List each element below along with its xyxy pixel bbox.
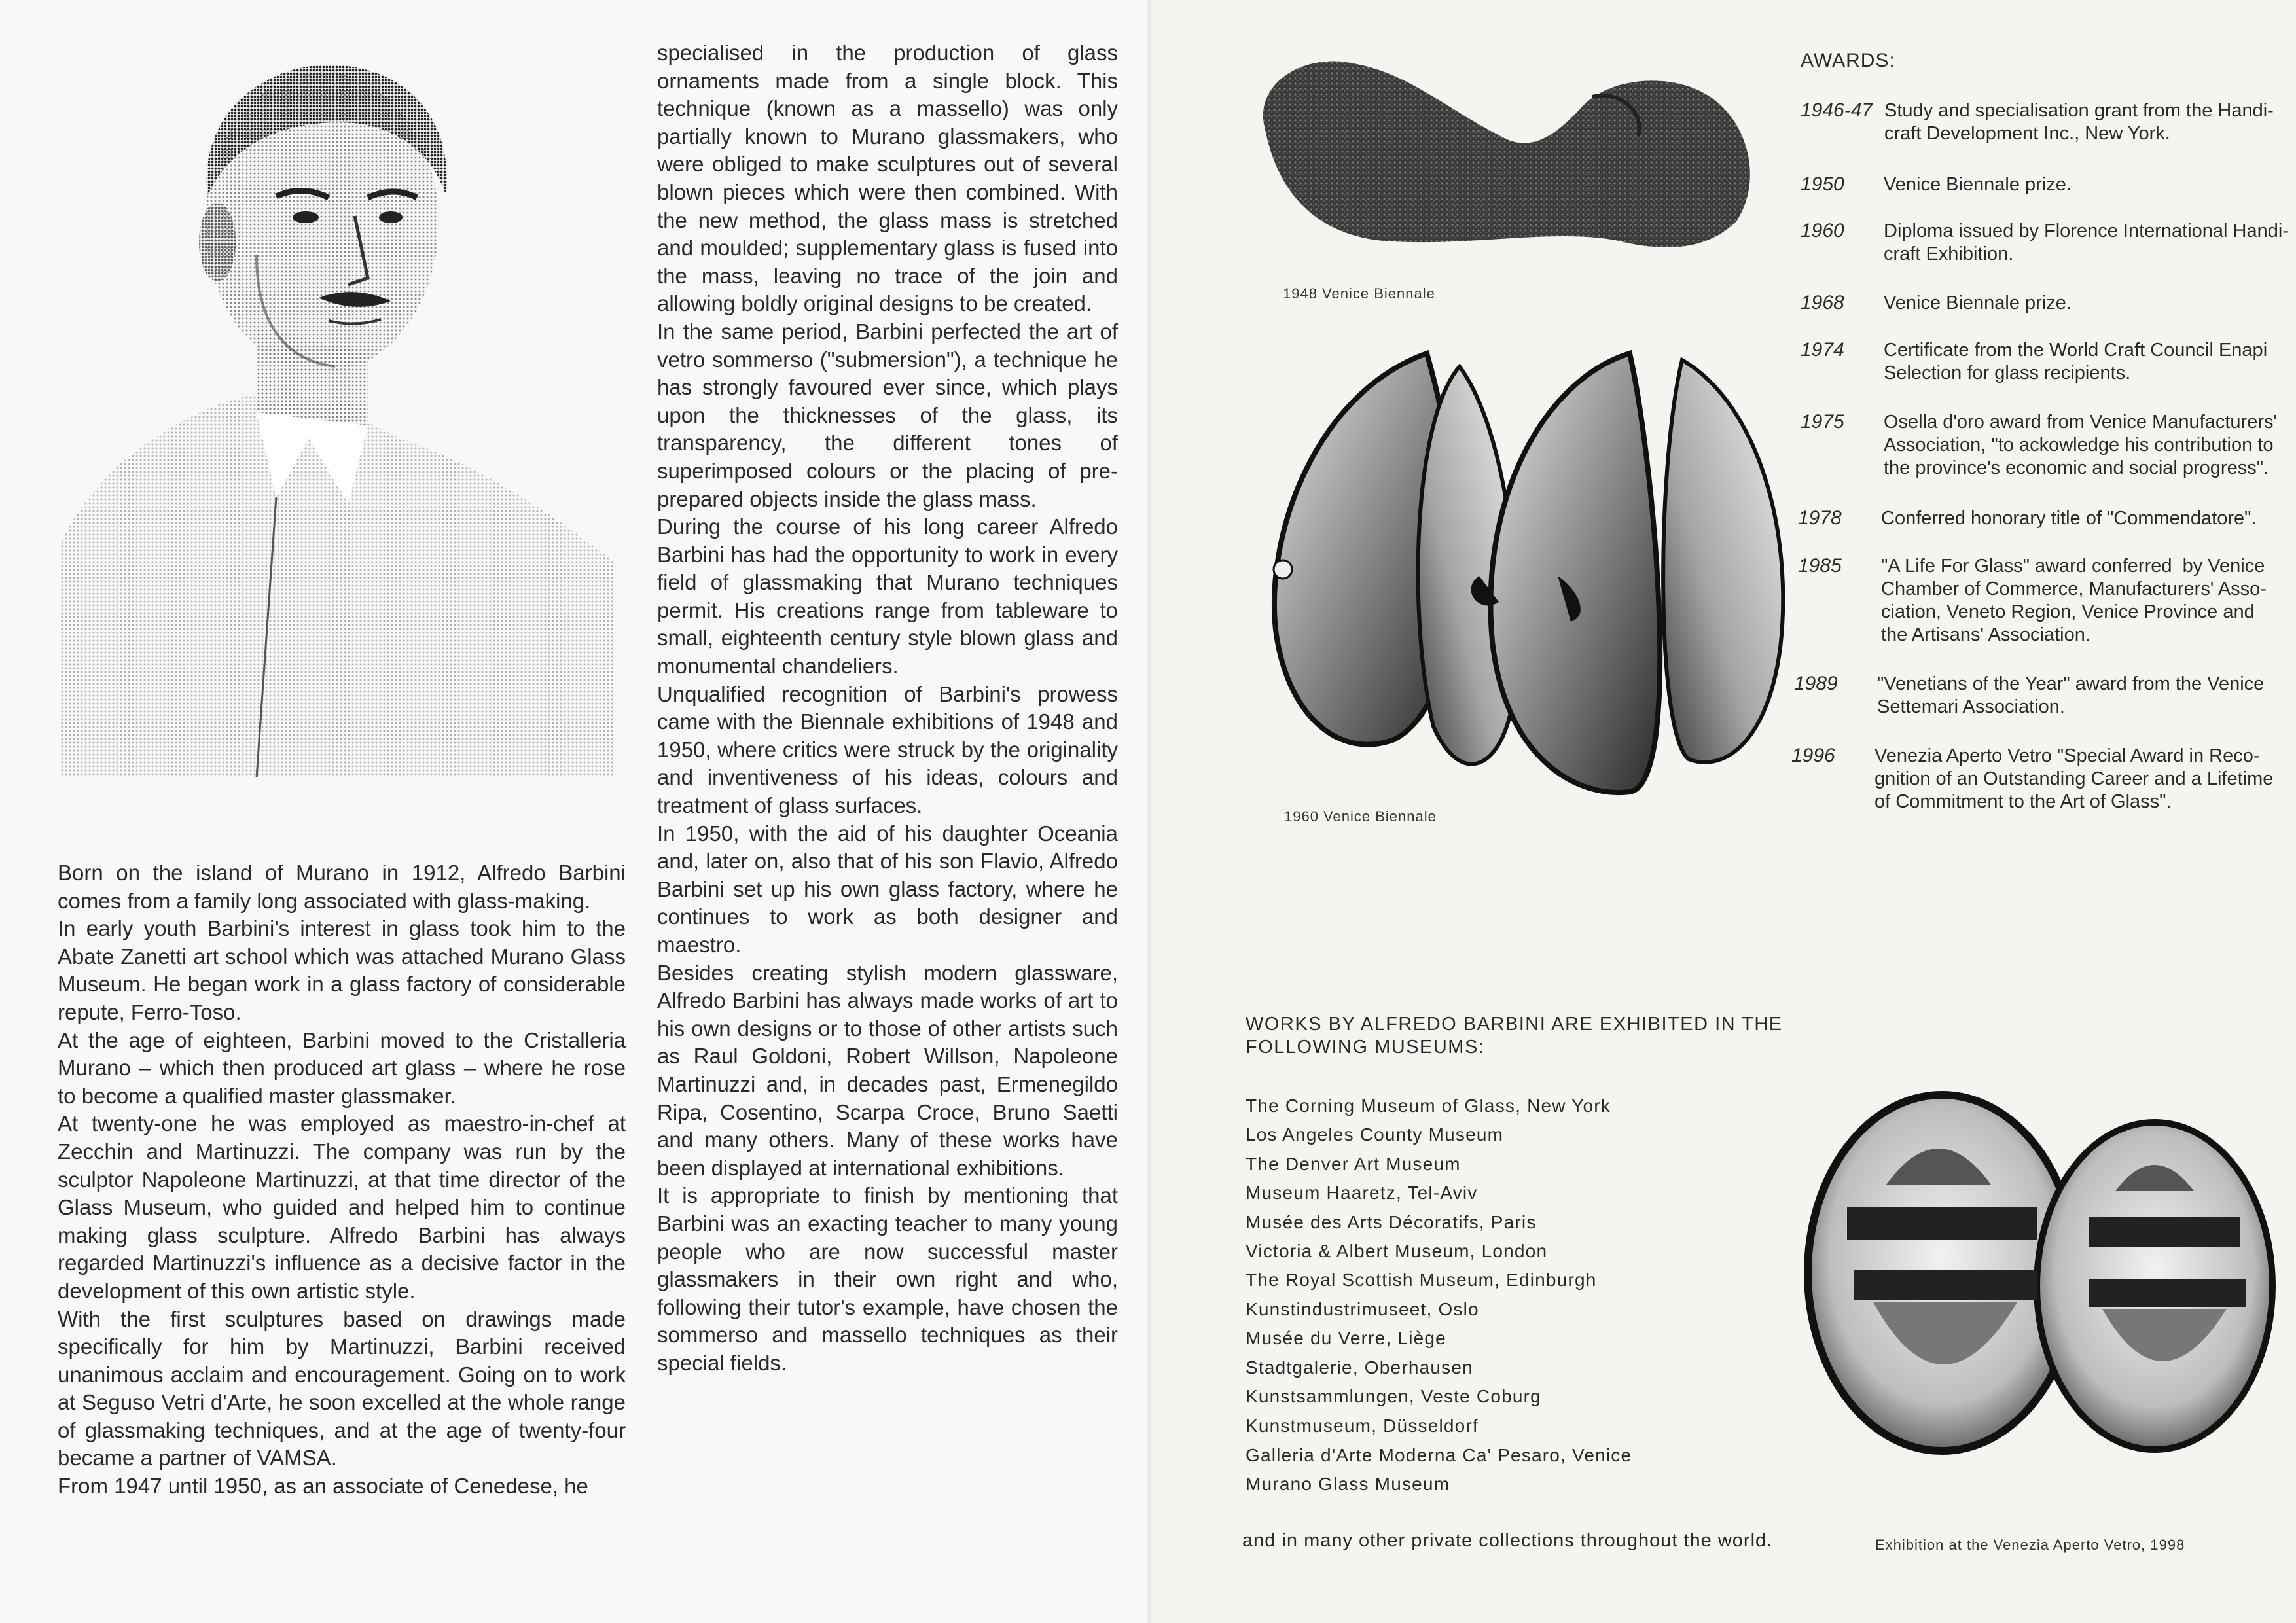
- bio-paragraph: At the age of eighteen, Barbini moved to the Cristalleria Murano – which then produced art glass – where he rose to become a qualified master glassmaker.: [58, 1027, 626, 1108]
- museum-item: The Royal Scottish Museum, Edinburgh: [1246, 1270, 1597, 1290]
- award-text: Study and specialisation grant from the Handi- craft Development Inc., New York.: [1884, 100, 2274, 144]
- caption-1960: 1960 Venice Biennale: [1284, 808, 1437, 825]
- museum-item: Los Angeles County Museum: [1246, 1124, 1504, 1145]
- award-text: Conferred honorary title of "Commendatore".: [1881, 508, 2257, 529]
- bio-column-1: [58, 859, 626, 1501]
- sculpture-1998-image: [1801, 1086, 2287, 1479]
- bio-paragraph: Unqualified recognition of Barbini's prowess came with the Biennale exhibitions of 1948 and 1950, where critics were struck by the originality and inventiveness of his ideas, colours and treatment of glass surfaces.: [657, 681, 1118, 818]
- museum-item: Musée du Verre, Liège: [1246, 1328, 1446, 1348]
- award-text: Diploma issued by Florence International Handi- craft Exhibition.: [1884, 221, 2289, 264]
- award-year: 1946-47: [1801, 99, 1873, 121]
- award-year: 1968: [1801, 292, 1844, 313]
- bio-paragraph: In early youth Barbini's interest in glass took him to the Abate Zanetti art school which was attached Murano Glass Museum. He began work in a glass factory of considerable repute, Ferro-Toso.: [58, 916, 626, 1024]
- bio-paragraph: Born on the island of Murano in 1912, Alfredo Barbini comes from a family long associated with glass-making.: [58, 861, 626, 913]
- award-year: 1978: [1798, 507, 1842, 529]
- museum-item: The Denver Art Museum: [1246, 1154, 1461, 1174]
- museum-item: Galleria d'Arte Moderna Ca' Pesaro, Venice: [1246, 1445, 1632, 1465]
- award-year: 1975: [1801, 411, 1844, 433]
- bio-paragraph: During the course of his long career Alfredo Barbini has had the opportunity to work in every field of glassmaking that Murano techniques permit. His creations range from tableware to small, eighteenth century style blown glass and monumental chandeliers.: [657, 514, 1118, 679]
- museum-item: Stadtgalerie, Oberhausen: [1246, 1357, 1473, 1378]
- bio-column-2: [657, 39, 1118, 1378]
- bio-paragraph: Besides creating stylish modern glassware, Alfredo Barbini has always made works of art to his own designs or to those of other artists such as Raul Goldoni, Robert Willson, Napoleone Martinuzzi and, in decades past, Ermenegildo Ripa, Cosentino, Scarpa Croce, Bruno Saetti and many others. Many of these works have been displayed at international exhibitions.: [657, 960, 1118, 1180]
- award-text: Certificate from the World Craft Council Enapi Selection for glass recipients.: [1884, 340, 2268, 383]
- award-text: Venezia Aperto Vetro "Special Award in Reco- gnition of an Outstanding Career and a Lifetime of Commitment to the Art of Glass".: [1874, 745, 2274, 812]
- museum-item: Kunstindustrimuseet, Oslo: [1246, 1299, 1479, 1319]
- page-fold: [1147, 0, 1151, 1623]
- museums-footer: and in many other private collections throughout the world.: [1242, 1530, 1773, 1551]
- portrait-photo: [60, 46, 615, 777]
- bio-paragraph: With the first sculptures based on drawings made specifically for him by Martinuzzi, Barbini received unanimous acclaim and encouragement. Going on to work at Seguso Vetri d'Arte, he soon excelled at the whole range of glassmaking techniques, and at the age of twenty-four became a partner of VAMSA.: [58, 1306, 626, 1471]
- award-year: 1960: [1801, 220, 1844, 241]
- award-year: 1950: [1801, 173, 1844, 195]
- sculpture-1948-image: [1252, 51, 1763, 267]
- caption-1998: Exhibition at the Venezia Aperto Vetro, 1998: [1875, 1537, 2185, 1553]
- award-text: "A Life For Glass" award conferred by Venice Chamber of Commerce, Manufacturers' Asso- ciation, Veneto Region, Venice Province and the Artisans' Association.: [1881, 556, 2267, 645]
- bio-paragraph: From 1947 until 1950, as an associate of Cenedese, he: [58, 1474, 588, 1499]
- award-text: Venice Biennale prize.: [1884, 293, 2072, 313]
- award-year: 1974: [1801, 339, 1844, 361]
- bio-paragraph: In the same period, Barbini perfected the art of vetro sommerso ("submersion"), a technique he has strongly favoured ever since, which plays upon the thicknesses of the glass, its transparency, the different tones of superimposed colours or the placing of pre-prepared objects inside the glass mass.: [657, 319, 1118, 511]
- bio-paragraph: In 1950, with the aid of his daughter Oceania and, later on, also that of his son Flavio, Alfredo Barbini set up his own glass factory, where he continues to work as both designer and maestro.: [657, 821, 1118, 957]
- caption-1948: 1948 Venice Biennale: [1283, 285, 1435, 302]
- bio-paragraph: At twenty-one he was employed as maestro-in-chef at Zecchin and Martinuzzi. The company was run by the sculptor Napoleone Martinuzzi, at that time director of the Glass Museum, who guided and helped him to continue making glass sculpture. Alfredo Barbini has always regarded Martinuzzi's influence as a decisive factor in the development of this own artistic style.: [58, 1111, 626, 1303]
- sculpture-1960-image: [1263, 340, 1793, 812]
- awards-title: AWARDS:: [1801, 50, 1895, 71]
- award-text: Venice Biennale prize.: [1884, 174, 2072, 195]
- museum-item: Kunstmuseum, Düsseldorf: [1246, 1416, 1479, 1436]
- museum-item: Musée des Arts Décoratifs, Paris: [1246, 1212, 1537, 1232]
- museum-item: Kunstsammlungen, Veste Coburg: [1246, 1386, 1541, 1406]
- museum-item: Museum Haaretz, Tel-Aviv: [1246, 1183, 1478, 1203]
- award-year: 1985: [1798, 555, 1842, 577]
- bio-paragraph: specialised in the production of glass ornaments made from a single block. This technique (known as a massello) was only partially known to Murano glassmakers, who were obliged to make sculptures out of several blown pieces which were then combined. With the new method, the glass mass is stretched and moulded; supplementary glass is fused into the mass, leaving no trace of the join and allowing boldly original designs to be created.: [657, 41, 1118, 316]
- award-year: 1996: [1791, 745, 1835, 766]
- award-text: "Venetians of the Year" award from the Venice Settemari Association.: [1877, 673, 2265, 717]
- award-text: Osella d'oro award from Venice Manufacturers' Association, "to ackowledge his contribution to the province's economic and social progress".: [1884, 412, 2278, 478]
- museum-item: Victoria & Albert Museum, London: [1246, 1241, 1548, 1261]
- museum-item: Murano Glass Museum: [1246, 1474, 1450, 1494]
- museums-heading: WORKS BY ALFREDO BARBINI ARE EXHIBITED IN THE FOLLOWING MUSEUMS:: [1246, 1014, 1783, 1058]
- bio-paragraph: It is appropriate to finish by mentioning that Barbini was an exacting teacher to many young people who are now successful master glassmakers in their own right and who, following their tutor's example, have chosen the sommerso and massello techniques as their special fields.: [657, 1183, 1118, 1375]
- award-year: 1989: [1794, 673, 1838, 694]
- museum-item: The Corning Museum of Glass, New York: [1246, 1096, 1611, 1116]
